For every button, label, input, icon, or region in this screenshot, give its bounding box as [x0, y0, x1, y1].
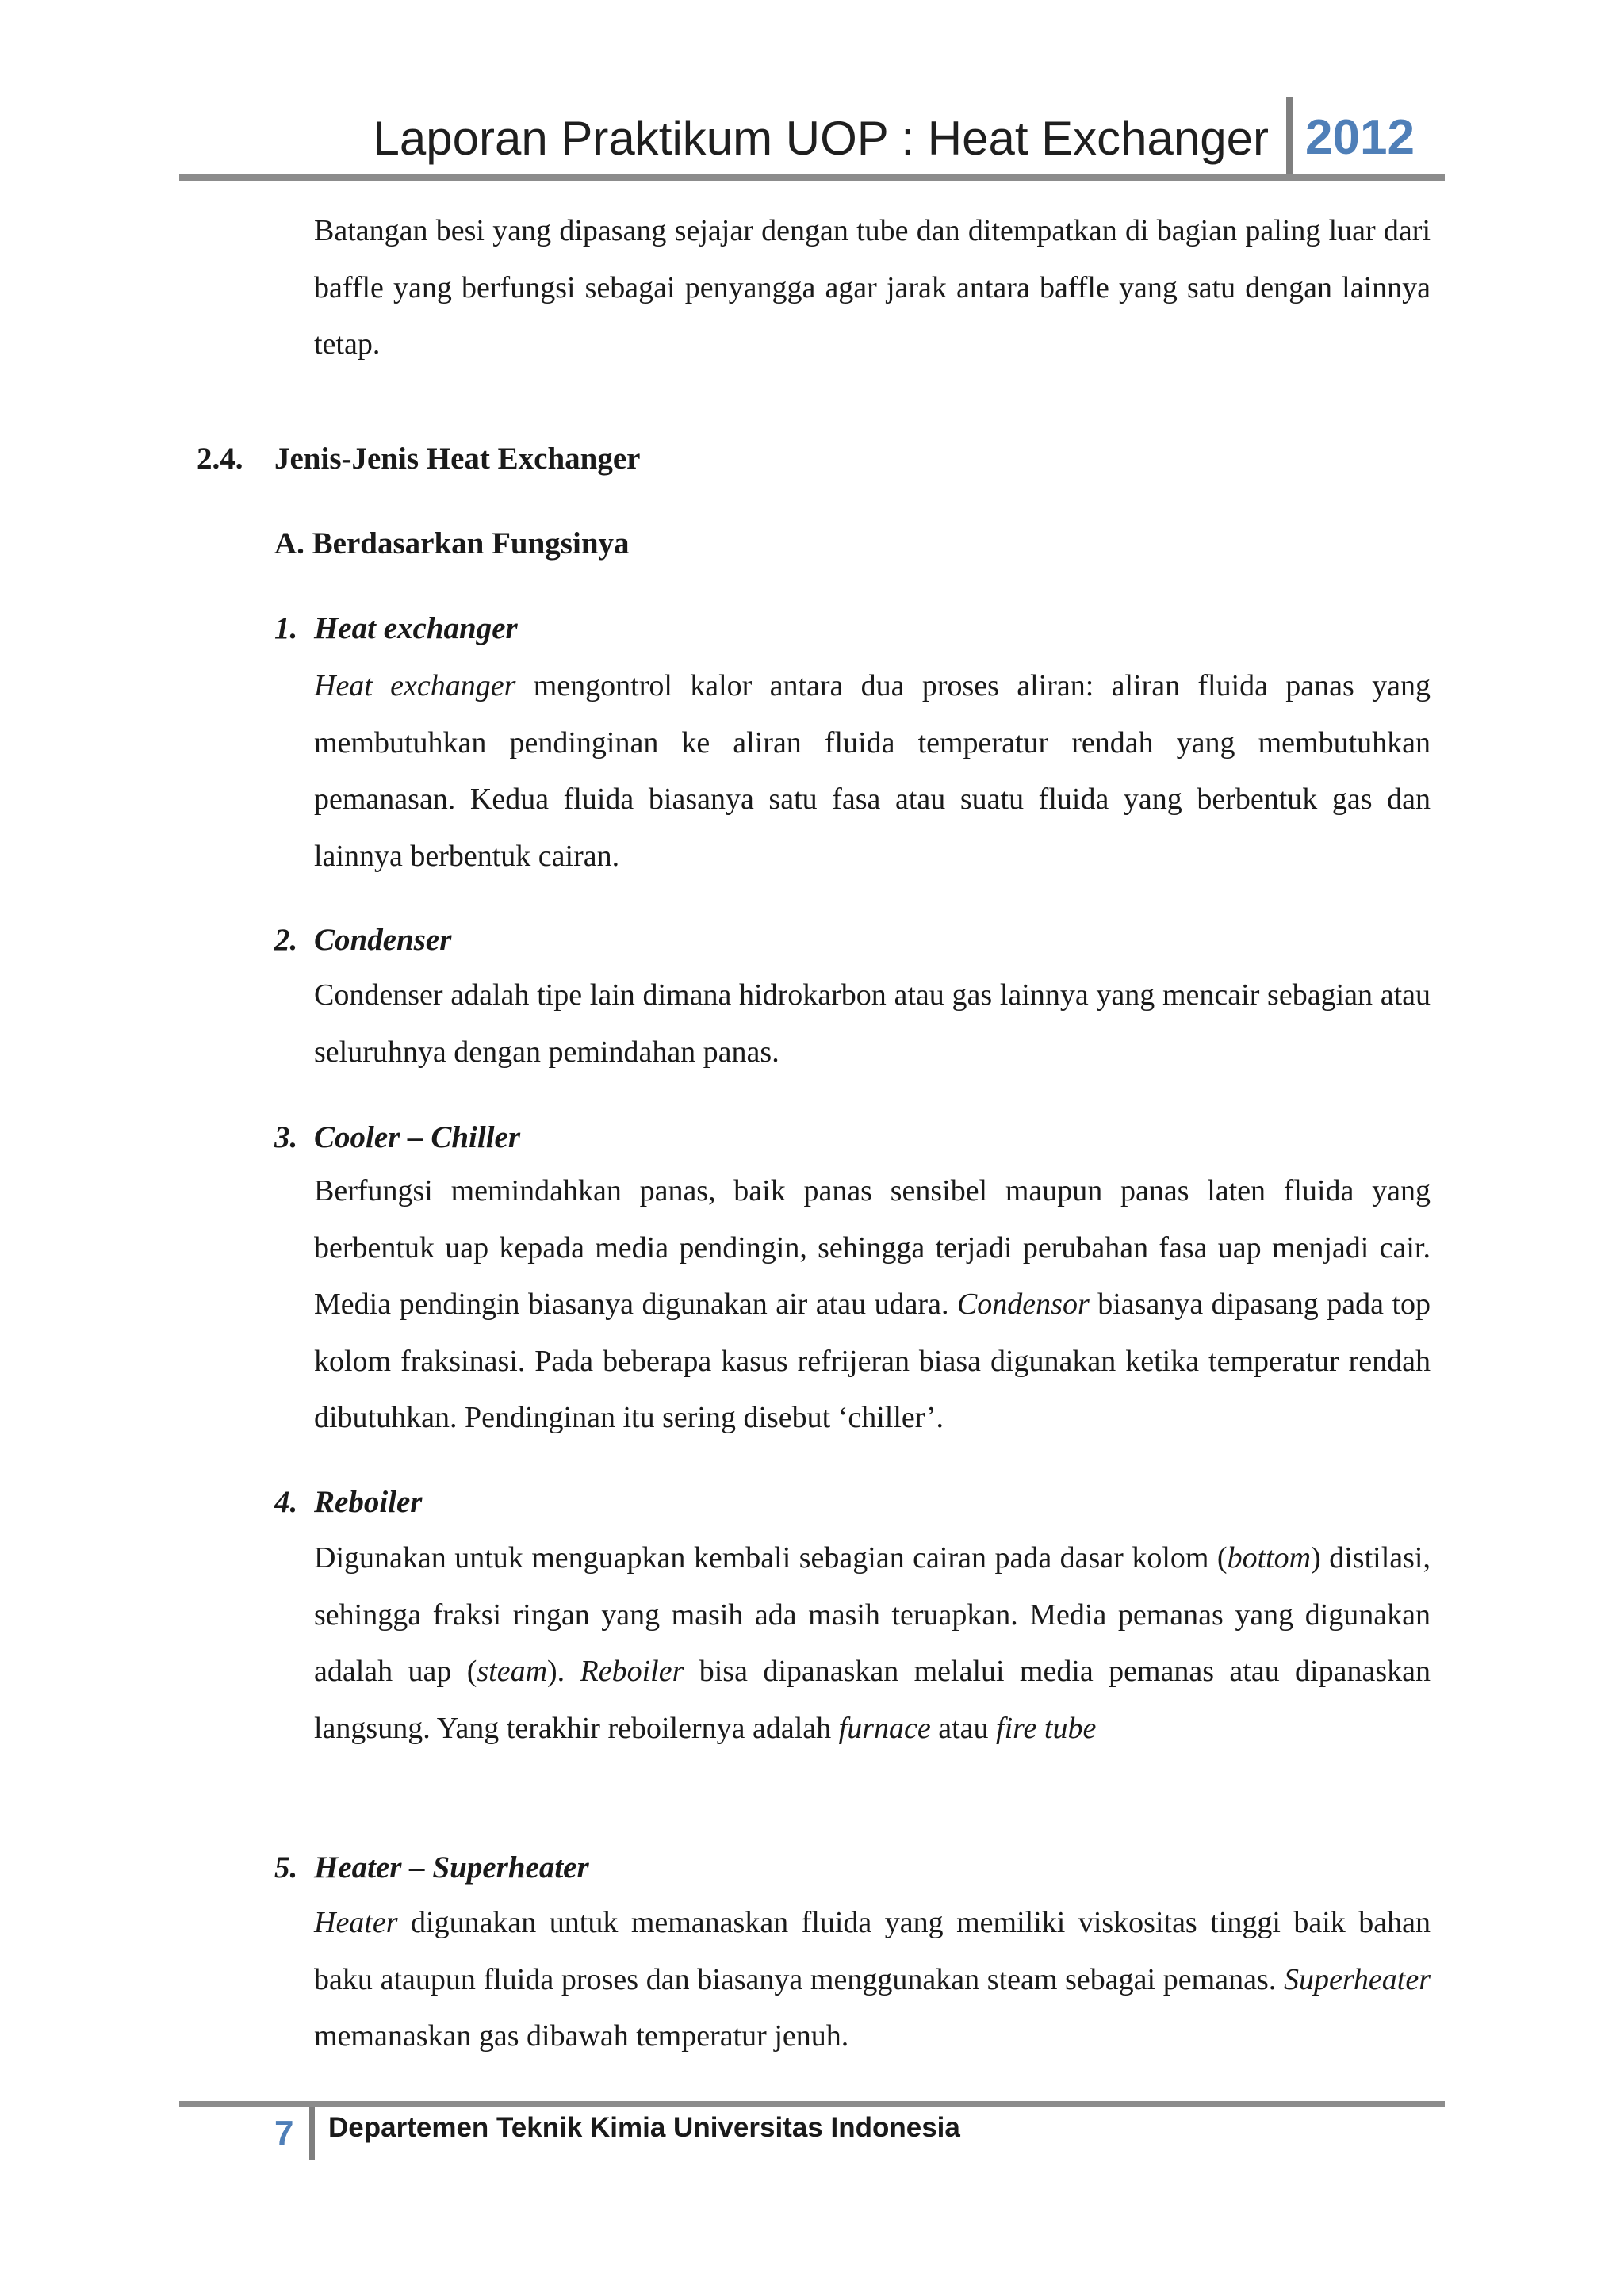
item-heading-cooler-chiller [274, 1119, 520, 1155]
page-number: 7 [274, 2114, 294, 2152]
section-title: Jenis-Jenis Heat Exchanger [274, 442, 641, 476]
paragraph-text: Berfungsi memindahkan panas, baik panas sensibel maupun panas laten fluida yang berbentuk uap kepada media pendingin, sehingga terjadi perubahan fasa uap menjadi cair. Media pendingin biasanya digunakan air atau udara. [314, 1174, 1431, 1321]
footer-rule [179, 2101, 1445, 2107]
paragraph-text: biasanya dipasang pada top kolom fraksinasi. Pada beberapa kasus refrijeran biasa digunakan ketika temperatur rendah dibutuhkan. Pendinginan itu sering disebut ‘chiller’. [314, 1288, 1431, 1434]
item-title: Cooler – Chiller [314, 1120, 521, 1154]
item-title: Heat exchanger [314, 611, 518, 645]
item-heading-heater-superheater [274, 1850, 589, 1885]
item-number: 4. [274, 1485, 298, 1519]
paragraph-text: bisa dipanaskan melalui media pemanas atau dipanaskan langsung. Yang terakhir reboilernya adalah [314, 1655, 1431, 1745]
header-rule [179, 174, 1445, 181]
page-footer [179, 2101, 1445, 2164]
footer-department: Departemen Teknik Kimia Universitas Indonesia [328, 2112, 960, 2143]
item-paragraph-heater-superheater [314, 1895, 1431, 2065]
item-heading-condenser [274, 922, 451, 958]
section-number: 2.4. [197, 442, 243, 476]
emphasis: fire tube [996, 1711, 1097, 1745]
emphasis: Condensor [956, 1288, 1090, 1321]
paragraph-text: mengontrol kalor antara dua proses aliran: aliran fluida panas yang membutuhkan pendinginan ke aliran fluida temperatur rendah yang membutuhkan pemanasan. Kedua fluida biasanya satu fasa atau suatu fluida yang berbentuk gas dan lainnya berbentuk cairan. [314, 669, 1431, 873]
item-title: Condenser [314, 923, 452, 957]
document-year: 2012 [1305, 110, 1415, 165]
item-heading-reboiler [274, 1484, 422, 1520]
intro-paragraph: Batangan besi yang dipasang sejajar dengan tube dan ditempatkan di bagian paling luar dari baffle yang berfungsi sebagai penyangga agar jarak antara baffle yang satu dengan lainnya tetap. [314, 214, 1431, 361]
item-paragraph-condenser: Condenser adalah tipe lain dimana hidrokarbon atau gas lainnya yang mencair sebagian atau seluruhnya dengan pemindahan panas. [314, 978, 1431, 1069]
item-paragraph-heat-exchanger [314, 658, 1431, 885]
footer-divider [309, 2107, 315, 2160]
emphasis: Heater [314, 1906, 398, 1939]
paragraph-text: memanaskan gas dibawah temperatur jenuh. [314, 2019, 849, 2053]
emphasis: furnace [838, 1711, 931, 1745]
paragraph-text: ) distilasi, sehingga fraksi ringan yang masih ada masih teruapkan. Media pemanas yang digunakan adalah uap ( [314, 1541, 1431, 1688]
page-header [179, 94, 1445, 181]
item-paragraph-cooler-chiller [314, 1163, 1431, 1447]
emphasis: Heat exchanger [314, 669, 516, 702]
emphasis: Reboiler [580, 1655, 684, 1688]
subsection-heading: A. Berdasarkan Fungsinya [274, 526, 630, 561]
item-number: 5. [274, 1850, 298, 1885]
paragraph-text: Digunakan untuk menguapkan kembali sebagian cairan pada dasar kolom ( [314, 1541, 1228, 1575]
document-title: Laporan Praktikum UOP : Heat Exchanger [373, 112, 1269, 165]
header-divider [1286, 97, 1293, 176]
emphasis: steam [477, 1655, 548, 1688]
paragraph-text: digunakan untuk memanaskan fluida yang memiliki viskositas tinggi baik bahan baku ataupun fluida proses dan biasanya menggunakan steam sebagai pemanas. [314, 1906, 1431, 1996]
emphasis: bottom [1227, 1541, 1312, 1575]
item-title: Heater – Superheater [314, 1850, 589, 1885]
item-number: 2. [274, 923, 298, 957]
emphasis: Superheater [1283, 1962, 1431, 1996]
item-number: 3. [274, 1120, 298, 1154]
paragraph-text: atau [930, 1711, 997, 1745]
item-title: Reboiler [314, 1485, 423, 1519]
section-heading [197, 441, 640, 476]
item-heading-heat-exchanger [274, 610, 518, 646]
item-paragraph-reboiler [314, 1530, 1431, 1757]
item-number: 1. [274, 611, 298, 645]
paragraph-text: ). [547, 1655, 580, 1688]
